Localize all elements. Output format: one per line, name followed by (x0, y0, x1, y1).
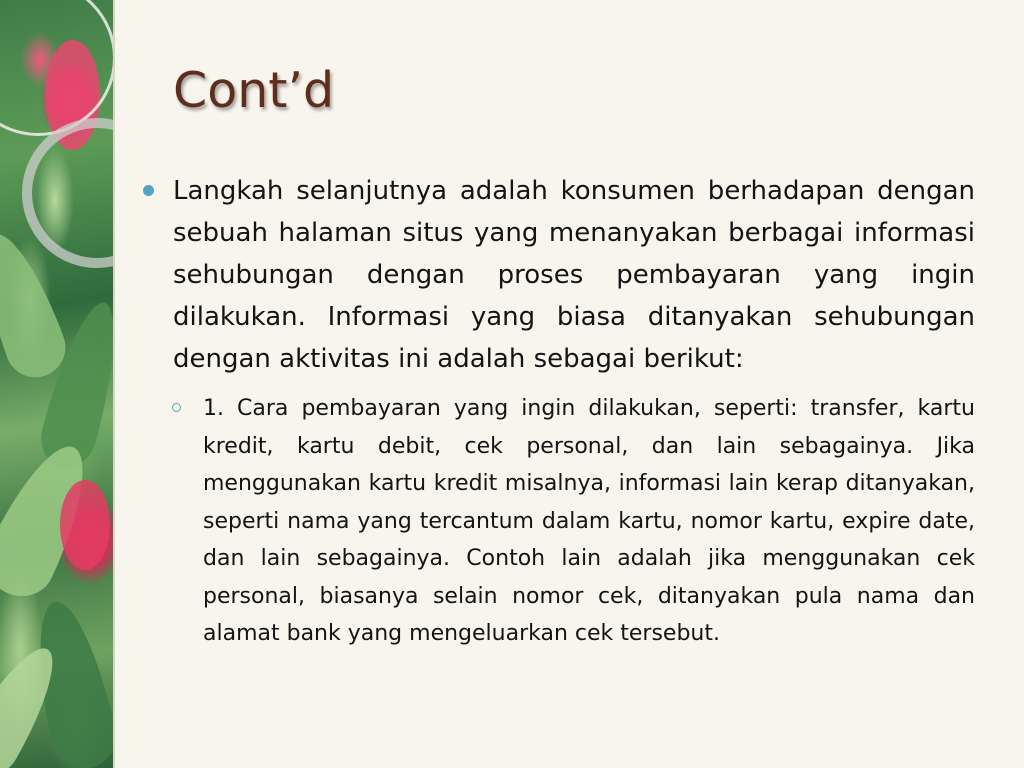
decorative-ring-icon (22, 118, 113, 268)
slide-content (143, 170, 975, 653)
bullet-text: Langkah selanjutnya adalah konsumen berhadapan dengan sebuah halaman situs yang menanyakan berbagai informasi sehubungan dengan proses pembayaran yang ingin dilakukan. Informasi yang biasa ditanyakan sehubungan dengan aktivitas ini adalah sebagai berikut: (173, 176, 975, 374)
slide-title: Cont’d (173, 62, 335, 119)
floral-decoration-image (0, 0, 113, 768)
bullet-dot-icon (143, 185, 154, 196)
bullet-item (143, 170, 975, 380)
sub-bullet-circle-icon (172, 403, 181, 412)
sub-bullet-item (143, 390, 975, 653)
flower-petal-shape (60, 480, 110, 570)
vertical-divider (113, 0, 115, 768)
sub-bullet-text: 1. Cara pembayaran yang ingin dilakukan, seperti: transfer, kartu kredit, kartu debit, cek personal, dan lain sebagainya. Jika menggunakan kartu kredit misalnya, informasi lain kerap ditanyakan, seperti nama yang tercantum dalam kartu, nomor kartu, expire date, dan lain sebagainya. Contoh lain adalah jika menggunakan cek personal, biasanya selain nomor cek, ditanyakan pula nama dan alamat bank yang mengeluarkan cek tersebut. (203, 396, 975, 646)
